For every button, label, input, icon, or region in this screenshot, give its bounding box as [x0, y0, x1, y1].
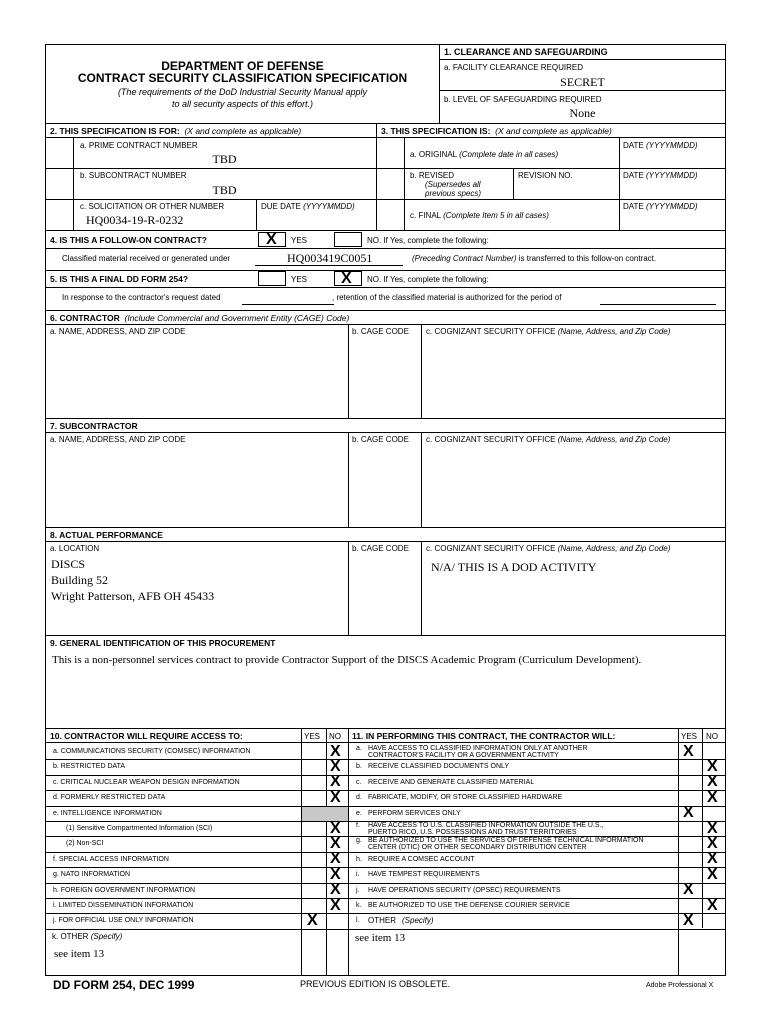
box10-no-header: NO	[329, 732, 341, 741]
box11-item-letter: j.	[356, 886, 360, 894]
box10-title: 10. CONTRACTOR WILL REQUIRE ACCESS TO:	[50, 731, 243, 741]
box10-item-label: g. NATO INFORMATION	[53, 871, 131, 879]
box8-a-label: a. LOCATION	[50, 544, 100, 553]
box6-a-label: a. NAME, ADDRESS, AND ZIP CODE	[50, 327, 186, 336]
box3-title-row: 3. THIS SPECIFICATION IS: (X and complete as applicable)	[381, 126, 612, 136]
box10-item-label: f. SPECIAL ACCESS INFORMATION	[53, 855, 169, 863]
followon-yes-mark: X	[266, 231, 277, 248]
box11-item-label-cont: PUERTO RICO, U.S. POSSESSIONS AND TRUST TERRITORIES	[368, 828, 577, 836]
box10-item-label: h. FOREIGN GOVERNMENT INFORMATION	[53, 886, 196, 894]
box10-shaded-cell	[302, 807, 348, 821]
box5-no-label: NO. If Yes, complete the following:	[367, 275, 489, 284]
box7-a-label: a. NAME, ADDRESS, AND ZIP CODE	[50, 435, 186, 444]
solicitation-number[interactable]: HQ0034-19-R-0232	[86, 213, 184, 227]
box4-title: 4. IS THIS A FOLLOW-ON CONTRACT?	[50, 235, 207, 245]
box11-title: 11. IN PERFORMING THIS CONTRACT, THE CONTRACTOR WILL:	[352, 731, 616, 741]
box10-k-label: k. OTHER (Specify)	[52, 932, 123, 941]
box3-b-note2: previous specs)	[425, 189, 482, 198]
box3-date-label-b: DATE (YYYYMMDD)	[623, 171, 698, 180]
box11-no-mark[interactable]: X	[707, 819, 718, 837]
box10-no-mark[interactable]: X	[330, 896, 341, 914]
box11-yes-mark[interactable]: X	[683, 742, 694, 760]
box3-date-label-a: DATE (YYYYMMDD)	[623, 141, 698, 150]
box7-title: 7. SUBCONTRACTOR	[50, 421, 138, 431]
box11-no-mark[interactable]: X	[707, 850, 718, 868]
box8-c-label: c. COGNIZANT SECURITY OFFICE (Name, Address, and Zip Code)	[426, 544, 671, 553]
box11-no-header: NO	[706, 732, 718, 741]
box6-c-label: c. COGNIZANT SECURITY OFFICE (Name, Address, and Zip Code)	[426, 327, 671, 336]
box11-no-mark[interactable]: X	[707, 788, 718, 806]
location-line3[interactable]: Wright Patterson, AFB OH 45433	[51, 589, 215, 603]
box8-b-label: b. CAGE CODE	[352, 544, 409, 553]
box10-no-mark[interactable]: X	[330, 850, 341, 868]
box11-item-label-cont: CONTRACTOR'S FACILITY OR A GOVERNMENT ACTIVITY	[368, 751, 559, 759]
box11-no-mark[interactable]: X	[707, 896, 718, 914]
facility-clearance-value[interactable]: SECRET	[560, 75, 605, 89]
box10-item-label: c. CRITICAL NUCLEAR WEAPON DESIGN INFORMATION	[53, 778, 240, 786]
box11-item-letter: e.	[356, 809, 362, 817]
box1-b-label: b. LEVEL OF SAFEGUARDING REQUIRED	[444, 95, 602, 104]
box11-yes-header: YES	[681, 732, 698, 741]
box11-item-label: HAVE TEMPEST REQUIREMENTS	[368, 871, 480, 879]
box11-item-letter: i.	[356, 871, 360, 879]
box9-title: 9. GENERAL IDENTIFICATION OF THIS PROCUREMENT	[50, 638, 276, 648]
box11-item-label: FABRICATE, MODIFY, OR STORE CLASSIFIED HARDWARE	[368, 794, 563, 802]
box10-no-mark[interactable]: X	[330, 773, 341, 791]
box10-no-mark[interactable]: X	[330, 881, 341, 899]
box11-item-label: RECEIVE AND GENERATE CLASSIFIED MATERIAL	[368, 778, 535, 786]
box7-c-label: c. COGNIZANT SECURITY OFFICE (Name, Address, and Zip Code)	[426, 435, 671, 444]
procurement-description[interactable]: This is a non-personnel services contract to provide Contractor Support of the DISCS Academic Program (Curriculum Development).	[52, 654, 642, 666]
box4-no-label: NO. If Yes, complete the following:	[367, 236, 489, 245]
prime-contract-number[interactable]: TBD	[212, 152, 237, 166]
box11-item-label: RECEIVE CLASSIFIED DOCUMENTS ONLY	[368, 763, 510, 771]
subcontract-number[interactable]: TBD	[212, 183, 237, 197]
box2-title-row: 2. THIS SPECIFICATION IS FOR: (X and complete as applicable)	[50, 126, 302, 136]
box10-item-label: (1) Sensitive Compartmented Information (SCI)	[66, 825, 213, 832]
box2-a-label: a. PRIME CONTRACT NUMBER	[80, 141, 198, 150]
box11-item-label-cont: CENTER (DTIC) OR OTHER SECONDARY DISTRIBUTION CENTER	[368, 843, 587, 851]
box10-no-mark[interactable]: X	[330, 788, 341, 806]
box11-item-label: HAVE ACCESS TO U.S. CLASSIFIED INFORMATION OUTSIDE THE U.S.,	[368, 822, 604, 829]
final-no-mark: X	[341, 270, 352, 287]
box11-item-letter: g.	[356, 837, 362, 845]
box11-item-label: PERFORM SERVICES ONLY	[368, 809, 461, 817]
box10-k-value[interactable]: see item 13	[54, 948, 105, 960]
safeguarding-level-value[interactable]: None	[569, 106, 596, 120]
box11-no-mark[interactable]: X	[707, 834, 718, 852]
box6-b-label: b. CAGE CODE	[352, 327, 409, 336]
box6-title-row: 6. CONTRACTOR (Include Commercial and Government Entity (CAGE) Code)	[50, 313, 350, 323]
box10-item-label: d. FORMERLY RESTRICTED DATA	[53, 794, 166, 802]
box7-b-label: b. CAGE CODE	[352, 435, 409, 444]
software-label: Adobe Professional X	[646, 982, 714, 989]
box3-a-row: a. ORIGINAL (Complete date in all cases)	[410, 150, 559, 159]
box4-yes-label: YES	[291, 236, 308, 245]
box10-no-mark[interactable]: X	[330, 834, 341, 852]
box11-item-label: HAVE OPERATIONS SECURITY (OPSEC) REQUIREMENTS	[368, 886, 561, 894]
box11-item-note: (Specify)	[402, 916, 434, 926]
box10-no-mark[interactable]: X	[330, 819, 341, 837]
box1-a-label: a. FACILITY CLEARANCE REQUIRED	[444, 63, 583, 72]
box11-yes-mark[interactable]: X	[683, 881, 694, 899]
box3-b-note1: (Supersedes all	[425, 180, 481, 189]
box2-c-label: c. SOLICITATION OR OTHER NUMBER	[80, 202, 225, 211]
box10-no-mark[interactable]: X	[330, 865, 341, 883]
box10-no-mark[interactable]: X	[330, 757, 341, 775]
location-line1[interactable]: DISCS	[51, 557, 86, 571]
box10-item-label: i. LIMITED DISSEMINATION INFORMATION	[53, 902, 194, 909]
box11-yes-mark[interactable]: X	[683, 804, 694, 822]
box3-b-label: b. REVISED	[410, 171, 455, 180]
box5-yes-label: YES	[291, 275, 308, 284]
box11-no-mark[interactable]: X	[707, 773, 718, 791]
box11-item-label: REQUIRE A COMSEC ACCOUNT	[368, 855, 475, 863]
box10-item-label: j. FOR OFFICIAL USE ONLY INFORMATION	[53, 917, 194, 925]
box11-item-letter: c.	[356, 778, 362, 786]
box11-item-letter: k.	[356, 902, 362, 909]
previous-edition: PREVIOUS EDITION IS OBSOLETE.	[300, 979, 451, 989]
box4-line-note: (Preceding Contract Number) is transferred to this follow-on contract.	[412, 254, 657, 263]
box11-item-label: HAVE ACCESS TO CLASSIFIED INFORMATION ONLY AT ANOTHER	[368, 745, 588, 752]
box10-item-label: (2) Non-SCI	[66, 840, 104, 848]
box10-yes-mark[interactable]: X	[307, 911, 318, 929]
form-number: DD FORM 254, DEC 1999	[53, 978, 195, 992]
dept-title: DEPARTMENT OF DEFENSE	[161, 59, 324, 73]
box10-item-label: b. RESTRICTED DATA	[53, 763, 126, 771]
box10-item-label: a. COMMUNICATIONS SECURITY (COMSEC) INFORMATION	[53, 748, 251, 755]
box10-no-mark[interactable]: X	[330, 742, 341, 760]
box11-item-letter: b.	[356, 763, 362, 771]
cognizant-office-value[interactable]: N/A/ THIS IS A DOD ACTIVITY	[431, 560, 597, 574]
box11-yes-mark[interactable]: X	[683, 911, 694, 929]
box11-item-letter: l.	[356, 917, 360, 925]
box5-title: 5. IS THIS A FINAL DD FORM 254?	[50, 274, 189, 284]
box5-line-label: In response to the contractor's request dated	[62, 293, 221, 302]
followon-no-checkbox[interactable]	[334, 232, 362, 247]
header-sub2: to all security aspects of this effort.)	[171, 99, 314, 109]
box1-title: 1. CLEARANCE AND SAFEGUARDING	[444, 47, 608, 57]
box11-item-label: BE AUTHORIZED TO USE THE DEFENSE COURIER SERVICE	[368, 902, 570, 909]
box11-item-letter: h.	[356, 855, 362, 863]
preceding-contract-number[interactable]: HQ003419C0051	[287, 251, 373, 265]
box4-line-label: Classified material received or generated under	[62, 254, 231, 263]
box2-b-label: b. SUBCONTRACT NUMBER	[80, 171, 187, 180]
box3-revision-label: REVISION NO.	[518, 171, 573, 180]
box11-no-mark[interactable]: X	[707, 865, 718, 883]
box11-item-label: BE AUTHORIZED TO USE THE SERVICES OF DEFENSE TECHNICAL INFORMATION	[368, 837, 644, 845]
box10-item-label: e. INTELLIGENCE INFORMATION	[53, 809, 162, 817]
box11-item-letter: a.	[356, 745, 362, 752]
form-title: CONTRACT SECURITY CLASSIFICATION SPECIFICATION	[77, 71, 408, 85]
box11-l-value[interactable]: see item 13	[355, 932, 406, 944]
box11-item-label: OTHER	[368, 916, 396, 926]
box8-title: 8. ACTUAL PERFORMANCE	[50, 530, 163, 540]
box11-item-letter: d.	[356, 794, 362, 802]
box5-line-mid: , retention of the classified material is authorized for the period of	[332, 293, 562, 302]
box3-date-label-c: DATE (YYYYMMDD)	[623, 202, 698, 211]
box3-c-row: c. FINAL (Complete Item 5 in all cases)	[410, 211, 549, 220]
header-sub1: (The requirements of the DoD Industrial Security Manual apply	[117, 87, 368, 97]
box11-item-letter: f.	[356, 822, 360, 829]
box11-no-mark[interactable]: X	[707, 757, 718, 775]
location-line2[interactable]: Building 52	[51, 573, 109, 587]
box2-due-label: DUE DATE (YYYYMMDD)	[261, 202, 355, 211]
box10-yes-header: YES	[304, 732, 321, 741]
final-yes-checkbox[interactable]	[258, 271, 286, 286]
